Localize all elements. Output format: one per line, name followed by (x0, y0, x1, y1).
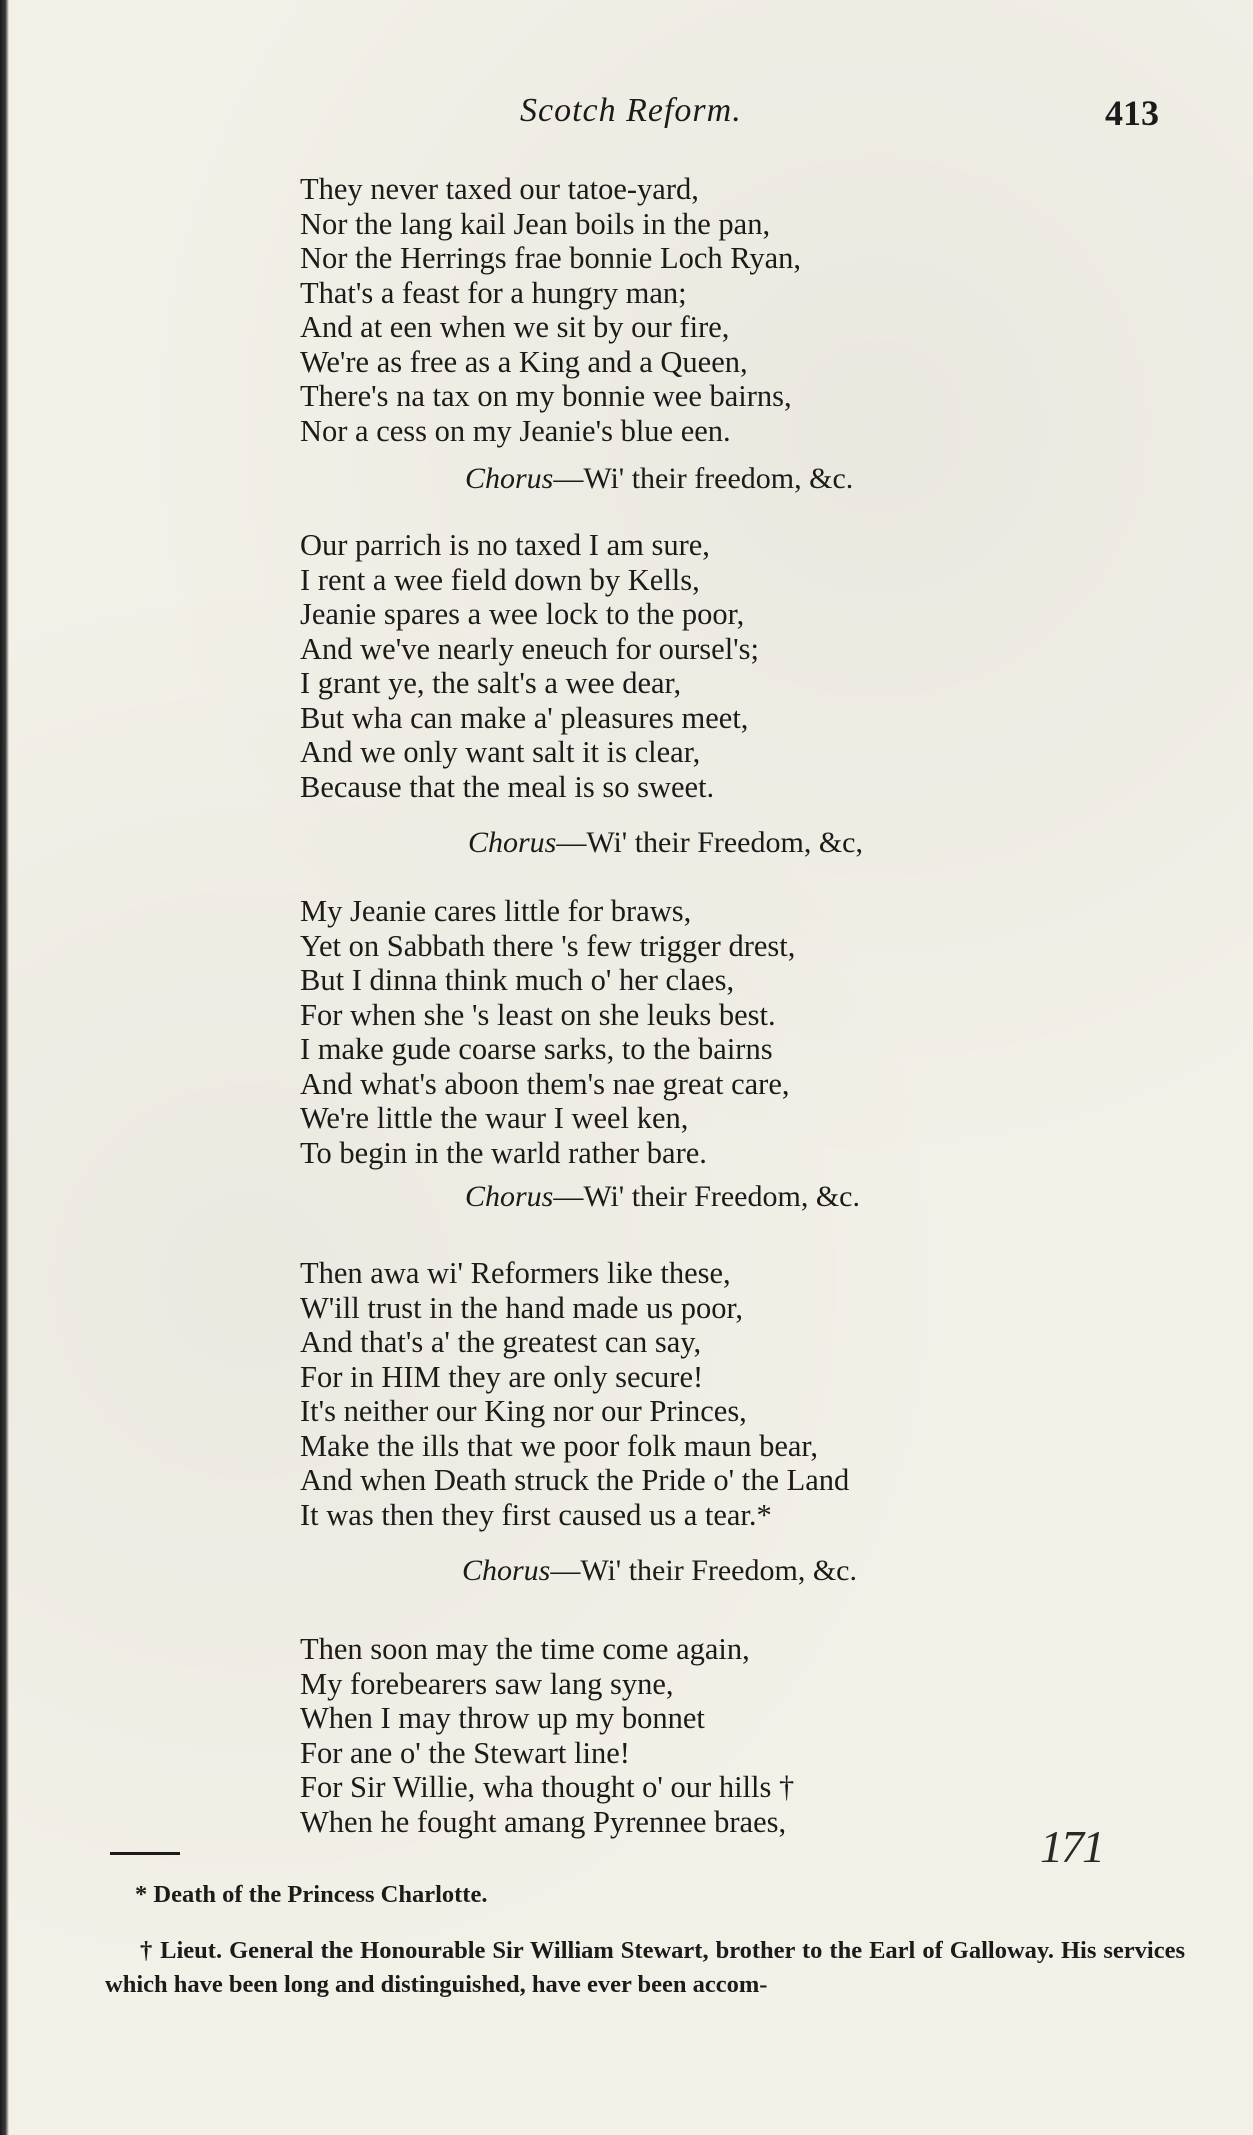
chorus-line (300, 462, 1060, 496)
stanza-4 (300, 1256, 1060, 1588)
verse-line: Our parrich is no taxed I am sure, (300, 528, 710, 562)
stanza-5 (300, 1632, 1060, 1839)
verse-line: But wha can make a' pleasures meet, (300, 700, 749, 735)
verse-line: My forebearers saw lang syne, (300, 1666, 674, 1701)
stanza-1 (300, 172, 1060, 496)
verse-line: That's a feast for a hungry man; (300, 275, 687, 310)
verse-line: They never taxed our tatoe-yard, (300, 172, 699, 206)
verse-line: Nor the lang kail Jean boils in the pan, (300, 206, 771, 241)
chorus-label: Chorus (465, 462, 554, 495)
verse-line: For ane o' the Stewart line! (300, 1735, 630, 1770)
verse-line: Jeanie spares a wee lock to the poor, (300, 597, 745, 631)
chorus-text: —Wi' their freedom, &c. (553, 462, 854, 495)
verse-line: For when she 's least on she leuks best. (300, 997, 776, 1032)
page-binding-edge (0, 0, 9, 2135)
verse-line: And when Death struck the Pride o' the Land (300, 1463, 850, 1497)
verse-line: I make gude coarse sarks, to the bairns (300, 1032, 773, 1066)
verse-line: And we've nearly eneuch for oursel's; (300, 631, 760, 666)
poem-body (300, 172, 1060, 1839)
footnote-1: * Death of the Princess Charlotte. (135, 1881, 488, 1908)
verse-line: Then awa wi' Reformers like these, (300, 1256, 731, 1290)
running-title: Scotch Reform. (520, 92, 742, 129)
chorus-line (300, 1554, 1060, 1588)
verse-line: For Sir Willie, wha thought o' our hills † (300, 1770, 795, 1804)
verse-line: W'ill trust in the hand made us poor, (300, 1290, 744, 1325)
chorus-text: —Wi' their Freedom, &c, (556, 826, 863, 859)
verse-line: Make the ills that we poor folk maun bear, (300, 1428, 818, 1463)
verse-line: It's neither our King nor our Princes, (300, 1394, 747, 1428)
footnotes (105, 1878, 1185, 2002)
verse-line: I rent a wee field down by Kells, (300, 562, 700, 597)
verse-line: We're little the waur I weel ken, (300, 1101, 689, 1135)
footnote-2: † Lieut. General the Honourable Sir William Stewart, brother to the Earl of Galloway. His services which have been long and distinguished, have ever been accom- (105, 1937, 1185, 1998)
chorus-text: —Wi' their Freedom, &c. (553, 1180, 860, 1213)
chorus-line (300, 826, 1060, 860)
verse-line: My Jeanie cares little for braws, (300, 894, 692, 928)
verse-line: Because that the meal is so sweet. (300, 769, 715, 804)
handwritten-marginal-mark: 171 (1040, 1821, 1103, 1872)
verse-line: I grant ye, the salt's a wee dear, (300, 666, 682, 700)
page-number: 413 (1105, 93, 1159, 133)
verse-line: Nor a cess on my Jeanie's blue een. (300, 413, 731, 448)
verse-line: When I may throw up my bonnet (300, 1701, 705, 1735)
stanza-2 (300, 528, 1060, 860)
verse-line: Then soon may the time come again, (300, 1632, 750, 1666)
stanza-3 (300, 894, 1060, 1214)
verse-line: There's na tax on my bonnie wee bairns, (300, 379, 792, 413)
chorus-text: —Wi' their Freedom, &c. (550, 1554, 857, 1587)
verse-line: It was then they first caused us a tear.* (300, 1497, 772, 1532)
verse-line: But I dinna think much o' her claes, (300, 963, 735, 997)
verse-line: Yet on Sabbath there 's few trigger drest, (300, 928, 796, 963)
verse-line: And what's aboon them's nae great care, (300, 1066, 790, 1101)
chorus-line (300, 1180, 1060, 1214)
verse-line: And that's a' the greatest can say, (300, 1325, 702, 1359)
footnote-rule (110, 1852, 180, 1855)
verse-line: When he fought amang Pyrennee braes, (300, 1804, 787, 1839)
chorus-label: Chorus (462, 1554, 551, 1587)
verse-line: To begin in the warld rather bare. (300, 1135, 707, 1170)
verse-line: For in HIM they are only secure! (300, 1359, 704, 1394)
verse-line: And we only want salt it is clear, (300, 735, 701, 769)
verse-line: We're as free as a King and a Queen, (300, 344, 748, 379)
chorus-label: Chorus (465, 1180, 554, 1213)
chorus-label: Chorus (468, 826, 557, 859)
verse-line: Nor the Herrings frae bonnie Loch Ryan, (300, 241, 802, 275)
verse-line: And at een when we sit by our fire, (300, 310, 730, 344)
